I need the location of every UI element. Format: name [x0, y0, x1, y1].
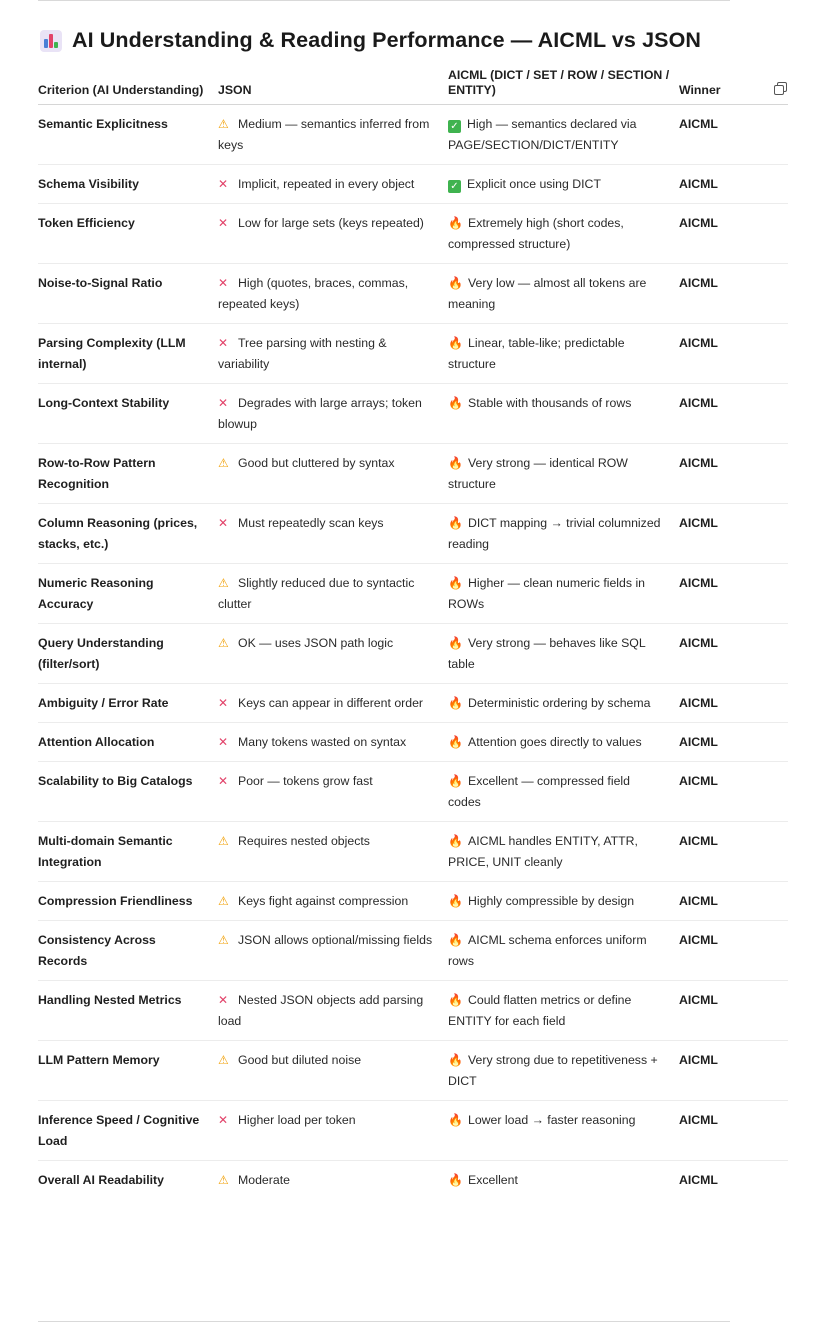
json-cell	[218, 981, 448, 1041]
aicml-cell	[448, 762, 679, 822]
cross-mark-icon: ✕	[218, 516, 229, 530]
table-row	[38, 624, 788, 684]
json-text: Moderate	[238, 1173, 290, 1187]
aicml-text: Explicit once using DICT	[467, 177, 601, 191]
table-row	[38, 504, 788, 564]
cross-mark-icon: ✕	[218, 993, 229, 1007]
criterion-cell: Parsing Complexity (LLM internal)	[38, 324, 218, 384]
cross-mark-icon: ✕	[218, 336, 229, 350]
warning-icon: ⚠	[218, 933, 229, 947]
table-body	[38, 105, 788, 1200]
aicml-cell	[448, 1101, 679, 1161]
aicml-cell	[448, 723, 679, 762]
aicml-text: Extremely high (short codes, compressed structure)	[448, 216, 624, 251]
json-cell	[218, 1161, 448, 1200]
aicml-text: High — semantics declared via PAGE/SECTION/DICT/ENTITY	[448, 117, 637, 152]
winner-cell: AICML	[679, 324, 788, 384]
criterion-cell: Scalability to Big Catalogs	[38, 762, 218, 822]
aicml-text: Excellent	[468, 1173, 518, 1187]
aicml-cell	[448, 624, 679, 684]
aicml-cell	[448, 564, 679, 624]
table-row	[38, 444, 788, 504]
json-cell	[218, 165, 448, 204]
aicml-text: Could flatten metrics or define ENTITY for each field	[448, 993, 632, 1028]
criterion-cell: Multi-domain Semantic Integration	[38, 822, 218, 882]
fire-icon: 🔥	[448, 933, 463, 947]
aicml-text: Higher — clean numeric fields in ROWs	[448, 576, 646, 611]
aicml-cell	[448, 165, 679, 204]
warning-icon: ⚠	[218, 1173, 229, 1187]
fire-icon: 🔥	[448, 576, 463, 590]
winner-cell: AICML	[679, 444, 788, 504]
winner-cell: AICML	[679, 921, 788, 981]
winner-cell: AICML	[679, 1101, 788, 1161]
criterion-cell: Row-to-Row Pattern Recognition	[38, 444, 218, 504]
table-row	[38, 723, 788, 762]
cross-mark-icon: ✕	[218, 177, 229, 191]
aicml-text: Deterministic ordering by schema	[468, 696, 651, 710]
criterion-cell: Schema Visibility	[38, 165, 218, 204]
winner-cell: AICML	[679, 105, 788, 165]
page-title-text: AI Understanding & Reading Performance — AICML vs JSON	[72, 28, 702, 52]
warning-icon: ⚠	[218, 834, 229, 848]
json-cell	[218, 324, 448, 384]
table-row	[38, 1101, 788, 1161]
winner-cell: AICML	[679, 684, 788, 723]
json-cell	[218, 684, 448, 723]
fire-icon: 🔥	[448, 456, 463, 470]
winner-cell: AICML	[679, 384, 788, 444]
fire-icon: 🔥	[448, 1053, 463, 1067]
cross-mark-icon: ✕	[218, 774, 229, 788]
copy-icon[interactable]	[774, 82, 788, 96]
table-row	[38, 921, 788, 981]
table-row	[38, 1161, 788, 1200]
criterion-cell: Column Reasoning (prices, stacks, etc.)	[38, 504, 218, 564]
fire-icon: 🔥	[448, 276, 463, 290]
warning-icon: ⚠	[218, 456, 229, 470]
json-cell	[218, 564, 448, 624]
aicml-text: Attention goes directly to values	[468, 735, 642, 749]
warning-icon: ⚠	[218, 636, 229, 650]
aicml-text: AICML handles ENTITY, ATTR, PRICE, UNIT cleanly	[448, 834, 638, 869]
aicml-text: Very strong — identical ROW structure	[448, 456, 628, 491]
cross-mark-icon: ✕	[218, 696, 229, 710]
json-text: Low for large sets (keys repeated)	[238, 216, 424, 230]
aicml-cell	[448, 324, 679, 384]
table-row	[38, 1041, 788, 1101]
aicml-cell	[448, 921, 679, 981]
table-row	[38, 684, 788, 723]
winner-cell: AICML	[679, 624, 788, 684]
aicml-cell	[448, 105, 679, 165]
json-text: Keys can appear in different order	[238, 696, 424, 710]
table-row	[38, 822, 788, 882]
fire-icon: 🔥	[448, 735, 463, 749]
json-text: Good but diluted noise	[238, 1053, 362, 1067]
aicml-text: Highly compressible by design	[468, 894, 635, 908]
json-cell	[218, 384, 448, 444]
table-row	[38, 882, 788, 921]
json-cell	[218, 1041, 448, 1101]
json-cell	[218, 444, 448, 504]
json-text: Poor — tokens grow fast	[238, 774, 373, 788]
json-text: JSON allows optional/missing fields	[238, 933, 433, 947]
criterion-cell: Inference Speed / Cognitive Load	[38, 1101, 218, 1161]
aicml-text: AICML schema enforces uniform rows	[448, 933, 647, 968]
table-row	[38, 564, 788, 624]
json-text: High (quotes, braces, commas, repeated keys)	[218, 276, 409, 311]
criterion-cell: Compression Friendliness	[38, 882, 218, 921]
aicml-text: Very low — almost all tokens are meaning	[448, 276, 647, 311]
header-criterion: Criterion (AI Understanding)	[38, 68, 218, 105]
fire-icon: 🔥	[448, 993, 463, 1007]
header-aicml: AICML (DICT / SET / ROW / SECTION / ENTITY)	[448, 68, 679, 105]
aicml-cell	[448, 384, 679, 444]
aicml-cell	[448, 504, 679, 564]
json-text: Tree parsing with nesting & variability	[218, 336, 387, 371]
aicml-text: DICT mapping → trivial columnized reading	[448, 516, 661, 551]
fire-icon: 🔥	[448, 834, 463, 848]
aicml-text: Stable with thousands of rows	[468, 396, 632, 410]
winner-cell: AICML	[679, 723, 788, 762]
json-cell	[218, 204, 448, 264]
table-row	[38, 384, 788, 444]
criterion-cell: LLM Pattern Memory	[38, 1041, 218, 1101]
winner-cell: AICML	[679, 1041, 788, 1101]
table-row	[38, 105, 788, 165]
fire-icon: 🔥	[448, 696, 463, 710]
json-cell	[218, 264, 448, 324]
fire-icon: 🔥	[448, 216, 463, 230]
json-cell	[218, 882, 448, 921]
winner-cell: AICML	[679, 165, 788, 204]
check-mark-icon: ✓	[448, 180, 461, 193]
json-text: Many tokens wasted on syntax	[238, 735, 407, 749]
winner-cell: AICML	[679, 504, 788, 564]
json-text: OK — uses JSON path logic	[238, 636, 394, 650]
json-text: Keys fight against compression	[238, 894, 409, 908]
json-cell	[218, 921, 448, 981]
winner-cell: AICML	[679, 882, 788, 921]
fire-icon: 🔥	[448, 396, 463, 410]
aicml-text: Very strong — behaves like SQL table	[448, 636, 646, 671]
criterion-cell: Token Efficiency	[38, 204, 218, 264]
table-row	[38, 204, 788, 264]
header-winner	[679, 68, 788, 105]
header-winner-label: Winner	[679, 83, 721, 97]
winner-cell: AICML	[679, 981, 788, 1041]
table-header-row	[38, 68, 788, 105]
criterion-cell: Consistency Across Records	[38, 921, 218, 981]
comparison-table	[38, 68, 788, 1199]
fire-icon: 🔥	[448, 1173, 463, 1187]
cross-mark-icon: ✕	[218, 735, 229, 749]
fire-icon: 🔥	[448, 774, 463, 788]
page-title	[40, 28, 701, 53]
json-cell	[218, 624, 448, 684]
criterion-cell: Noise-to-Signal Ratio	[38, 264, 218, 324]
criterion-cell: Long-Context Stability	[38, 384, 218, 444]
json-text: Medium — semantics inferred from keys	[218, 117, 430, 152]
json-text: Degrades with large arrays; token blowup	[218, 396, 422, 431]
criterion-cell: Semantic Explicitness	[38, 105, 218, 165]
fire-icon: 🔥	[448, 516, 463, 530]
json-cell	[218, 105, 448, 165]
json-text: Implicit, repeated in every object	[238, 177, 415, 191]
aicml-cell	[448, 684, 679, 723]
warning-icon: ⚠	[218, 1053, 229, 1067]
aicml-cell	[448, 882, 679, 921]
aicml-cell	[448, 204, 679, 264]
cross-mark-icon: ✕	[218, 276, 229, 290]
warning-icon: ⚠	[218, 894, 229, 908]
json-text: Nested JSON objects add parsing load	[218, 993, 424, 1028]
aicml-text: Linear, table-like; predictable structure	[448, 336, 625, 371]
aicml-cell	[448, 264, 679, 324]
json-text: Requires nested objects	[238, 834, 370, 848]
fire-icon: 🔥	[448, 336, 463, 350]
aicml-cell	[448, 1161, 679, 1200]
criterion-cell: Query Understanding (filter/sort)	[38, 624, 218, 684]
json-text: Higher load per token	[238, 1113, 356, 1127]
cross-mark-icon: ✕	[218, 396, 229, 410]
criterion-cell: Numeric Reasoning Accuracy	[38, 564, 218, 624]
aicml-cell	[448, 444, 679, 504]
aicml-cell	[448, 1041, 679, 1101]
criterion-cell: Attention Allocation	[38, 723, 218, 762]
winner-cell: AICML	[679, 762, 788, 822]
aicml-text: Excellent — compressed field codes	[448, 774, 630, 809]
aicml-text: Lower load → faster reasoning	[468, 1113, 636, 1127]
fire-icon: 🔥	[448, 1113, 463, 1127]
table-row	[38, 264, 788, 324]
table-row	[38, 762, 788, 822]
table-row	[38, 981, 788, 1041]
winner-cell: AICML	[679, 822, 788, 882]
bottom-divider	[38, 1321, 730, 1322]
json-cell	[218, 723, 448, 762]
aicml-text: Very strong due to repetitiveness + DICT	[448, 1053, 658, 1088]
winner-cell: AICML	[679, 264, 788, 324]
json-cell	[218, 822, 448, 882]
bar-chart-icon	[40, 30, 62, 52]
table-row	[38, 165, 788, 204]
check-mark-icon: ✓	[448, 120, 461, 133]
header-json: JSON	[218, 68, 448, 105]
fire-icon: 🔥	[448, 894, 463, 908]
criterion-cell: Overall AI Readability	[38, 1173, 164, 1187]
top-divider	[38, 0, 730, 1]
warning-icon: ⚠	[218, 117, 229, 131]
warning-icon: ⚠	[218, 576, 229, 590]
winner-cell: AICML	[679, 204, 788, 264]
fire-icon: 🔥	[448, 636, 463, 650]
criterion-cell: Handling Nested Metrics	[38, 981, 218, 1041]
json-cell	[218, 1101, 448, 1161]
json-cell	[218, 762, 448, 822]
json-text: Good but cluttered by syntax	[238, 456, 395, 470]
winner-cell: AICML	[679, 1173, 718, 1187]
table-row	[38, 324, 788, 384]
json-cell	[218, 504, 448, 564]
json-text: Must repeatedly scan keys	[238, 516, 384, 530]
cross-mark-icon: ✕	[218, 216, 229, 230]
aicml-cell	[448, 981, 679, 1041]
winner-cell: AICML	[679, 564, 788, 624]
cross-mark-icon: ✕	[218, 1113, 229, 1127]
json-text: Slightly reduced due to syntactic clutter	[218, 576, 415, 611]
aicml-cell	[448, 822, 679, 882]
criterion-cell: Ambiguity / Error Rate	[38, 684, 218, 723]
